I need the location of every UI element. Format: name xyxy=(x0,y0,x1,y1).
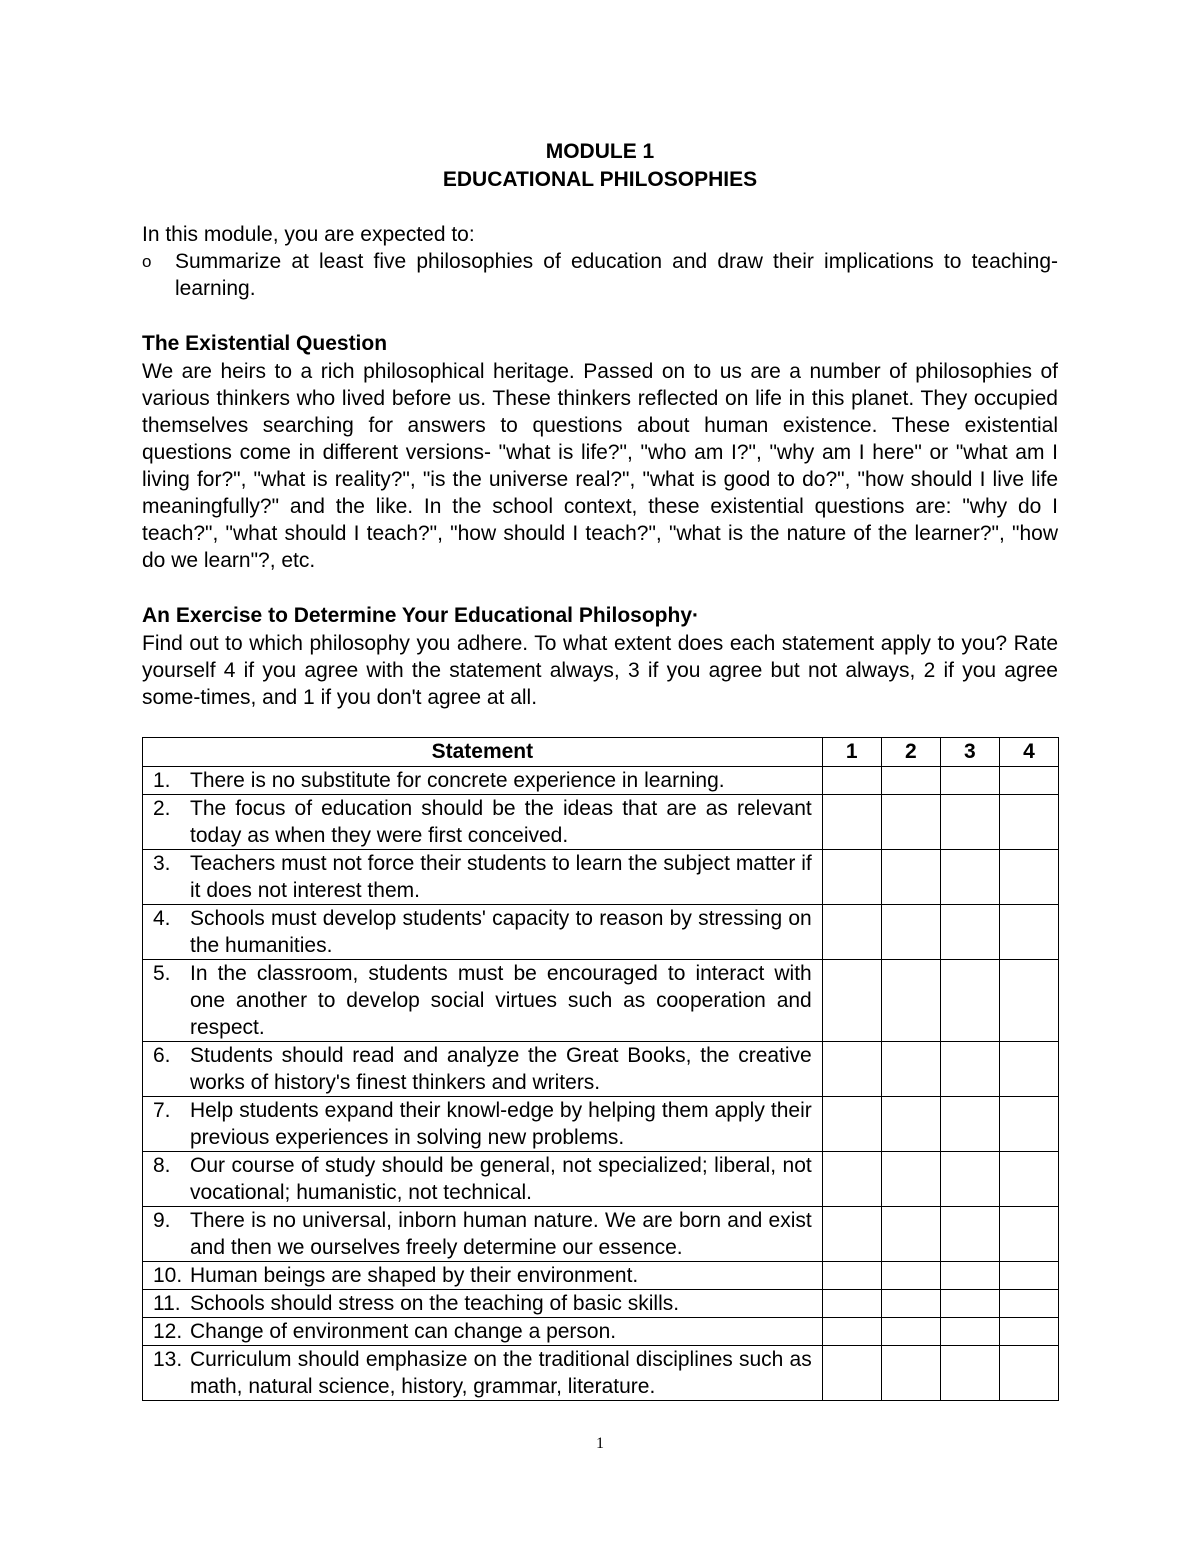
statement-number: 12. xyxy=(153,1320,183,1343)
exercise-instructions: Find out to which philosophy you adhere. To what extent does each statement apply to you? Rate yourself 4 if you agree with the statement always, 3 if you agree but not always, 2 if you agree some-times, and 1 if you don't agree at all. xyxy=(142,632,1058,709)
rating-cell-1[interactable] xyxy=(822,1346,881,1401)
statement-cell xyxy=(143,1262,823,1290)
statement-cell xyxy=(143,1290,823,1318)
statement-text: Change of environment can change a person. xyxy=(190,1320,617,1343)
statement-number: 11. xyxy=(153,1292,181,1315)
statement-cell xyxy=(143,1346,823,1401)
hollow-bullet-icon: o xyxy=(142,252,152,271)
statement-text: The focus of education should be the ideas that are as relevant today as when they were first conceived. xyxy=(190,797,812,847)
table-row xyxy=(143,960,1059,1042)
statement-cell xyxy=(143,795,823,850)
rating-cell-3[interactable] xyxy=(940,1346,999,1401)
table-row xyxy=(143,767,1059,795)
rating-cell-4[interactable] xyxy=(999,1318,1058,1346)
statement-text: Our course of study should be general, not specialized; liberal, not vocational; humanistic, not technical. xyxy=(190,1154,812,1204)
statement-number: 1. xyxy=(153,769,171,792)
rating-cell-3[interactable] xyxy=(940,767,999,795)
statement-cell xyxy=(143,850,823,905)
rating-cell-3[interactable] xyxy=(940,1290,999,1318)
rating-cell-4[interactable] xyxy=(999,795,1058,850)
statement-text: Schools should stress on the teaching of basic skills. xyxy=(190,1292,680,1315)
rating-cell-4[interactable] xyxy=(999,1346,1058,1401)
existential-paragraph: We are heirs to a rich philosophical heritage. Passed on to us are a number of philosophies of various thinkers who lived before us. These thinkers reflected on life in this planet. They occupied themselves searching for answers to questions about human existence. These existential questions come in different versions- "what is life?", "who am I?", "why am I here" or "what am I living for?", "what is reality?", "is the universe real?", "what is good to do?", "how should I live life meaningfully?" and the like. In the school context, these existential questions are: "why do I teach?", "what should I teach?", "how should I teach?", "what is the nature of the learner?", "how do we learn"?, etc. xyxy=(142,360,1058,572)
statement-cell xyxy=(143,1042,823,1097)
table-row xyxy=(143,1290,1059,1318)
table-row xyxy=(143,1207,1059,1262)
rating-cell-2[interactable] xyxy=(881,795,940,850)
page-content xyxy=(142,138,1058,711)
rating-cell-1[interactable] xyxy=(822,1152,881,1207)
page-number: 1 xyxy=(596,1435,604,1452)
table-row xyxy=(143,1152,1059,1207)
rating-cell-4[interactable] xyxy=(999,1042,1058,1097)
table-row xyxy=(143,1318,1059,1346)
header-rating-3: 3 xyxy=(940,738,999,767)
rating-cell-3[interactable] xyxy=(940,905,999,960)
statement-cell xyxy=(143,960,823,1042)
rating-cell-1[interactable] xyxy=(822,1097,881,1152)
statement-cell xyxy=(143,767,823,795)
rating-cell-3[interactable] xyxy=(940,1097,999,1152)
statement-number: 5. xyxy=(153,962,171,985)
rating-cell-3[interactable] xyxy=(940,850,999,905)
table-row xyxy=(143,1097,1059,1152)
rating-cell-3[interactable] xyxy=(940,1207,999,1262)
statement-text: Teachers must not force their students to learn the subject matter if it does not interest them. xyxy=(190,852,812,902)
rating-cell-1[interactable] xyxy=(822,905,881,960)
statement-text: Human beings are shaped by their environment. xyxy=(190,1264,639,1287)
statement-number: 2. xyxy=(153,797,171,820)
rating-cell-3[interactable] xyxy=(940,1318,999,1346)
table-header-row xyxy=(143,738,1059,767)
statement-cell xyxy=(143,1207,823,1262)
statement-number: 4. xyxy=(153,907,171,930)
rating-cell-1[interactable] xyxy=(822,1042,881,1097)
rating-cell-1[interactable] xyxy=(822,767,881,795)
rating-cell-3[interactable] xyxy=(940,1042,999,1097)
section-heading-exercise: An Exercise to Determine Your Educational Philosophy· xyxy=(142,604,700,627)
table-row xyxy=(143,1262,1059,1290)
rating-cell-3[interactable] xyxy=(940,960,999,1042)
rating-cell-1[interactable] xyxy=(822,850,881,905)
rating-cell-2[interactable] xyxy=(881,1097,940,1152)
rating-cell-4[interactable] xyxy=(999,767,1058,795)
rating-cell-2[interactable] xyxy=(881,1290,940,1318)
rating-cell-2[interactable] xyxy=(881,1042,940,1097)
rating-cell-2[interactable] xyxy=(881,1262,940,1290)
section-heading-existential: The Existential Question xyxy=(142,332,388,355)
header-rating-2: 2 xyxy=(881,738,940,767)
rating-cell-4[interactable] xyxy=(999,1207,1058,1262)
rating-cell-1[interactable] xyxy=(822,1290,881,1318)
list-item xyxy=(142,248,1058,302)
rating-cell-4[interactable] xyxy=(999,1152,1058,1207)
objective-text: Summarize at least five philosophies of education and draw their implications to teaching-learning. xyxy=(175,250,1058,300)
table-row xyxy=(143,905,1059,960)
objectives-lead: In this module, you are expected to: xyxy=(142,223,475,246)
objectives-list xyxy=(142,248,1058,302)
statement-text: There is no substitute for concrete experience in learning. xyxy=(190,769,725,792)
rating-cell-2[interactable] xyxy=(881,905,940,960)
table-row xyxy=(143,795,1059,850)
statement-cell xyxy=(143,1318,823,1346)
rating-cell-3[interactable] xyxy=(940,1152,999,1207)
rating-cell-2[interactable] xyxy=(881,1318,940,1346)
rating-cell-2[interactable] xyxy=(881,960,940,1042)
rating-cell-2[interactable] xyxy=(881,850,940,905)
rating-cell-2[interactable] xyxy=(881,767,940,795)
statement-text: Students should read and analyze the Great Books, the creative works of history's finest thinkers and writers. xyxy=(190,1044,812,1094)
table-row xyxy=(143,1346,1059,1401)
statement-cell xyxy=(143,1152,823,1207)
header-statement: Statement xyxy=(143,738,823,767)
rating-cell-3[interactable] xyxy=(940,795,999,850)
page-title: EDUCATIONAL PHILOSOPHIES xyxy=(442,168,758,191)
header-rating-1: 1 xyxy=(822,738,881,767)
statement-number: 3. xyxy=(153,852,171,875)
rating-cell-2[interactable] xyxy=(881,1152,940,1207)
statement-text: There is no universal, inborn human nature. We are born and exist and then we ourselves freely determine our essence. xyxy=(190,1209,812,1259)
rating-cell-1[interactable] xyxy=(822,795,881,850)
rating-cell-2[interactable] xyxy=(881,1346,940,1401)
rating-cell-1[interactable] xyxy=(822,1318,881,1346)
rating-table xyxy=(142,737,1059,1401)
statement-number: 13. xyxy=(153,1348,183,1371)
rating-cell-4[interactable] xyxy=(999,1097,1058,1152)
statement-text: Schools must develop students' capacity to reason by stressing on the humanities. xyxy=(190,907,812,957)
statement-text: Help students expand their knowl-edge by helping them apply their previous experiences in solving new problems. xyxy=(190,1099,812,1149)
statement-number: 7. xyxy=(153,1099,171,1122)
statement-number: 8. xyxy=(153,1154,171,1177)
table-row xyxy=(143,1042,1059,1097)
rating-cell-4[interactable] xyxy=(999,960,1058,1042)
statement-text: In the classroom, students must be encouraged to interact with one another to develop social virtues such as cooperation and respect. xyxy=(190,962,812,1039)
header-rating-4: 4 xyxy=(999,738,1058,767)
rating-cell-1[interactable] xyxy=(822,960,881,1042)
rating-cell-4[interactable] xyxy=(999,1262,1058,1290)
rating-table-body xyxy=(143,767,1059,1401)
statement-number: 10. xyxy=(153,1264,183,1287)
table-row xyxy=(143,850,1059,905)
rating-cell-3[interactable] xyxy=(940,1262,999,1290)
statement-cell xyxy=(143,905,823,960)
statement-cell xyxy=(143,1097,823,1152)
statement-number: 9. xyxy=(153,1209,171,1232)
statement-number: 6. xyxy=(153,1044,171,1067)
rating-cell-1[interactable] xyxy=(822,1207,881,1262)
rating-cell-2[interactable] xyxy=(881,1207,940,1262)
rating-cell-4[interactable] xyxy=(999,1290,1058,1318)
module-label: MODULE 1 xyxy=(545,140,655,163)
rating-cell-4[interactable] xyxy=(999,850,1058,905)
rating-cell-4[interactable] xyxy=(999,905,1058,960)
rating-cell-1[interactable] xyxy=(822,1262,881,1290)
statement-text: Curriculum should emphasize on the traditional disciplines such as math, natural science, history, grammar, literature. xyxy=(190,1348,812,1398)
